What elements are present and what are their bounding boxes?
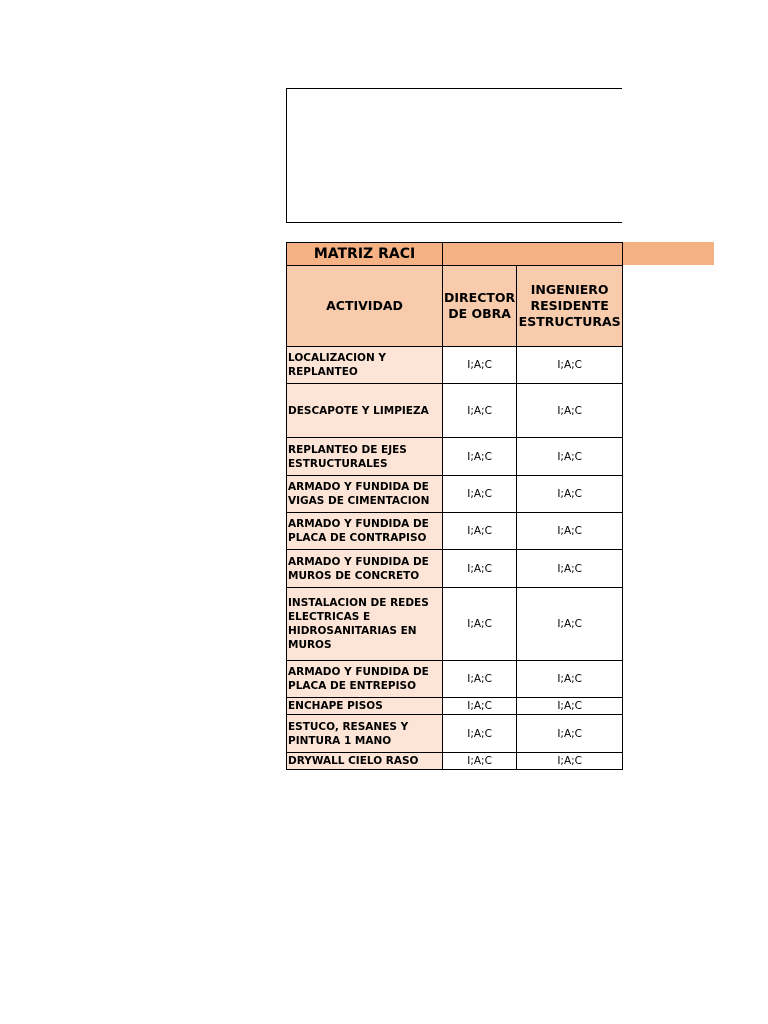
director-cell: I;A;C [443, 384, 517, 438]
title-fill-cell [443, 243, 623, 266]
activity-cell: INSTALACION DE REDES ELECTRICAS E HIDROSANITARIAS EN MUROS [287, 588, 443, 661]
table-row [287, 384, 623, 438]
activity-cell: ARMADO Y FUNDIDA DE PLACA DE CONTRAPISO [287, 513, 443, 550]
engineer-cell: I;A;C [517, 661, 623, 698]
activity-cell: REPLANTEO DE EJES ESTRUCTURALES [287, 438, 443, 476]
matrix-title: MATRIZ RACI [287, 243, 443, 266]
engineer-cell: I;A;C [517, 513, 623, 550]
engineer-cell: I;A;C [517, 588, 623, 661]
director-cell: I;A;C [443, 550, 517, 588]
director-cell: I;A;C [443, 588, 517, 661]
header-box [286, 88, 622, 223]
engineer-cell: I;A;C [517, 550, 623, 588]
table-row [287, 715, 623, 753]
activity-cell: ARMADO Y FUNDIDA DE MUROS DE CONCRETO [287, 550, 443, 588]
table-row [287, 513, 623, 550]
table-row [287, 438, 623, 476]
table-row [287, 753, 623, 770]
activity-cell: ESTUCO, RESANES Y PINTURA 1 MANO [287, 715, 443, 753]
activity-cell: ENCHAPE PISOS [287, 698, 443, 715]
director-cell: I;A;C [443, 698, 517, 715]
activity-cell: ARMADO Y FUNDIDA DE VIGAS DE CIMENTACION [287, 476, 443, 513]
engineer-cell: I;A;C [517, 753, 623, 770]
engineer-cell: I;A;C [517, 384, 623, 438]
table-row [287, 550, 623, 588]
engineer-cell: I;A;C [517, 698, 623, 715]
table-row [287, 347, 623, 384]
title-band-extension [622, 242, 714, 265]
engineer-cell: I;A;C [517, 347, 623, 384]
director-cell: I;A;C [443, 476, 517, 513]
engineer-cell: I;A;C [517, 438, 623, 476]
table-row [287, 588, 623, 661]
header-activity: ACTIVIDAD [287, 266, 443, 347]
director-cell: I;A;C [443, 661, 517, 698]
table-row [287, 476, 623, 513]
activity-cell: ARMADO Y FUNDIDA DE PLACA DE ENTREPISO [287, 661, 443, 698]
director-cell: I;A;C [443, 753, 517, 770]
header-engineer: INGENIERO RESIDENTE ESTRUCTURAS [517, 266, 623, 347]
header-director: DIRECTOR DE OBRA [443, 266, 517, 347]
raci-matrix-table [286, 242, 623, 770]
table-row [287, 698, 623, 715]
director-cell: I;A;C [443, 438, 517, 476]
engineer-cell: I;A;C [517, 715, 623, 753]
director-cell: I;A;C [443, 347, 517, 384]
activity-cell: LOCALIZACION Y REPLANTEO [287, 347, 443, 384]
activity-cell: DESCAPOTE Y LIMPIEZA [287, 384, 443, 438]
director-cell: I;A;C [443, 513, 517, 550]
engineer-cell: I;A;C [517, 476, 623, 513]
director-cell: I;A;C [443, 715, 517, 753]
activity-cell: DRYWALL CIELO RASO [287, 753, 443, 770]
table-row [287, 661, 623, 698]
